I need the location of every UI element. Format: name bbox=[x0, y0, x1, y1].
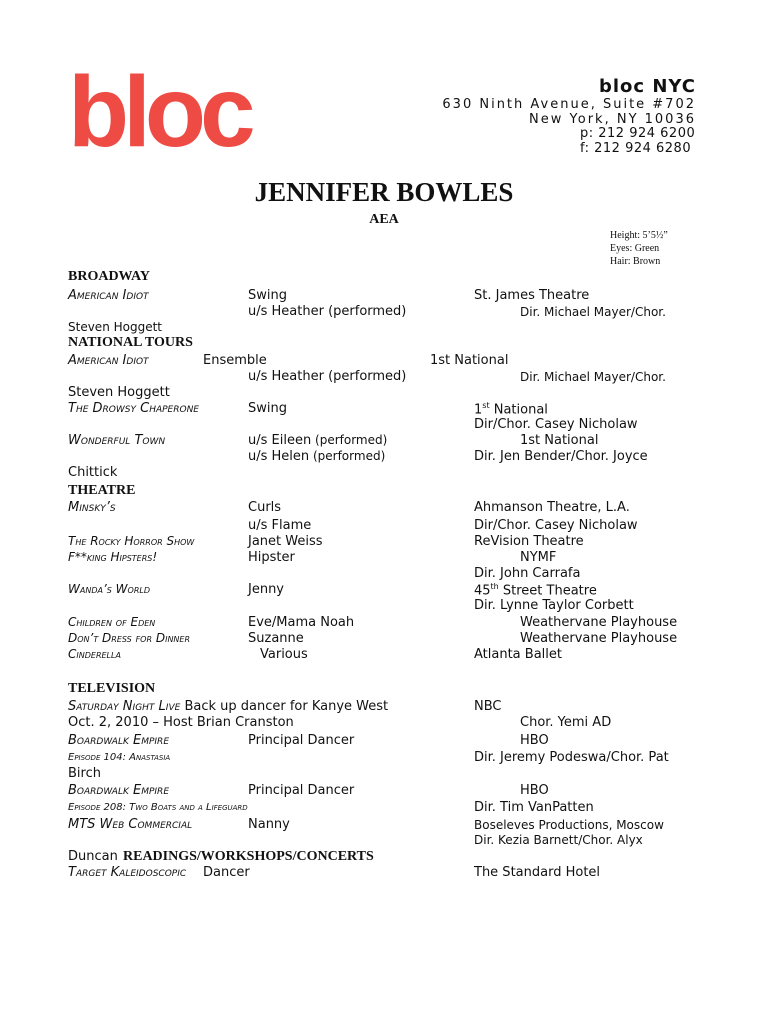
credit-role: Principal Dancer bbox=[248, 783, 355, 798]
section-heading-theatre: THEATRE bbox=[68, 483, 136, 498]
credit-venue: The Standard Hotel bbox=[474, 865, 601, 880]
agency-fax: f: 212 924 6280 bbox=[580, 141, 692, 156]
credit-venue: Weathervane Playhouse bbox=[520, 631, 678, 646]
credit-title: Minsky’s bbox=[68, 500, 116, 515]
agency-name: bloc NYC bbox=[598, 76, 696, 97]
credit-choreographer: Chittick bbox=[68, 465, 118, 480]
actor-height: Height: 5’5½” bbox=[610, 230, 668, 241]
credit-venue: 45th Street Theatre bbox=[474, 582, 597, 599]
credit-role: Janet Weiss bbox=[248, 534, 323, 549]
credit-venue: St. James Theatre bbox=[474, 288, 590, 303]
credit-role: u/s Heather (performed) bbox=[248, 369, 407, 384]
agency-logo: bloc bbox=[68, 56, 250, 168]
credit-director: Dir/Chor. Casey Nicholaw bbox=[474, 518, 638, 533]
credit-venue: HBO bbox=[520, 783, 549, 798]
credit-role: Hipster bbox=[248, 550, 295, 565]
credit-venue: 1st National bbox=[520, 433, 599, 448]
credit-role: Swing bbox=[248, 401, 287, 416]
credit-choreographer: Chor. Yemi AD bbox=[520, 715, 612, 730]
credit-director: Dir. John Carrafa bbox=[474, 566, 581, 581]
credit-title: American Idiot bbox=[68, 353, 149, 368]
credit-title: American Idiot bbox=[68, 288, 149, 303]
credit-director: Dir. Lynne Taylor Corbett bbox=[474, 598, 634, 613]
credit-note: Oct. 2, 2010 – Host Brian Cranston bbox=[68, 715, 294, 730]
section-heading-television: TELEVISION bbox=[68, 681, 156, 696]
credit-title: Boardwalk Empire bbox=[68, 733, 169, 748]
credit-venue: Ahmanson Theatre, L.A. bbox=[474, 500, 630, 515]
credit-role: Swing bbox=[248, 288, 287, 303]
credit-venue: 1st National bbox=[430, 353, 509, 368]
credit-choreographer: Duncan bbox=[68, 849, 118, 864]
credit-title: Cinderella bbox=[68, 647, 121, 661]
credit-venue: NYMF bbox=[520, 550, 557, 565]
credit-title: Don’t Dress for Dinner bbox=[68, 631, 191, 645]
credit-director: Dir. Michael Mayer/Chor. bbox=[520, 305, 666, 319]
credit-director: Dir. Michael Mayer/Chor. bbox=[520, 370, 666, 384]
credit-role: u/s Helen (performed) bbox=[248, 449, 386, 464]
agency-address-line1: 630 Ninth Avenue, Suite #702 bbox=[442, 97, 696, 112]
credit-title: The Drowsy Chaperone bbox=[68, 401, 199, 416]
credit-choreographer: Birch bbox=[68, 766, 101, 781]
agency-phone: p: 212 924 6200 bbox=[580, 126, 696, 141]
actor-hair: Hair: Brown bbox=[610, 256, 661, 267]
credit-director: Dir. Jen Bender/Chor. Joyce bbox=[474, 449, 648, 464]
credit-director: Dir. Jeremy Podeswa/Chor. Pat bbox=[474, 750, 669, 765]
credit-venue: Weathervane Playhouse bbox=[520, 615, 678, 630]
section-heading-tours: NATIONAL TOURS bbox=[68, 335, 193, 350]
credit-episode: Episode 104: Anastasia bbox=[68, 752, 171, 763]
credit-choreographer: Steven Hoggett bbox=[68, 320, 163, 334]
agency-address-line2: New York, NY 10036 bbox=[529, 112, 696, 127]
credit-role: Eve/Mama Noah bbox=[248, 615, 355, 630]
credit-title: Children of Eden bbox=[68, 615, 156, 629]
actor-name: JENNIFER BOWLES bbox=[254, 177, 514, 207]
credit-title: MTS Web Commercial bbox=[68, 817, 193, 832]
credit-role: Nanny bbox=[248, 817, 290, 832]
credit-director: Dir. Tim VanPatten bbox=[474, 800, 594, 815]
credit-role: Curls bbox=[248, 500, 282, 515]
credit-director: Dir. Kezia Barnett/Chor. Alyx bbox=[474, 833, 643, 847]
credit-venue: HBO bbox=[520, 733, 549, 748]
credit-role: u/s Eileen (performed) bbox=[248, 433, 388, 448]
credit-title: F**king Hipsters! bbox=[68, 550, 158, 564]
actor-union: AEA bbox=[369, 212, 399, 227]
credit-venue: NBC bbox=[474, 699, 502, 714]
credit-title-role: Saturday Night Live Back up dancer for Kanye West bbox=[68, 699, 389, 714]
credit-role: Ensemble bbox=[203, 353, 267, 368]
credit-episode: Episode 208: Two Boats and a Lifeguard bbox=[68, 802, 248, 813]
credit-title: Target Kaleidoscopic bbox=[68, 865, 187, 880]
credit-role: Suzanne bbox=[248, 631, 304, 646]
credit-title: Wanda’s World bbox=[68, 582, 150, 596]
credit-role: Jenny bbox=[248, 582, 285, 597]
credit-role: u/s Heather (performed) bbox=[248, 304, 407, 319]
credit-venue: ReVision Theatre bbox=[474, 534, 584, 549]
credit-title: Wonderful Town bbox=[68, 433, 166, 448]
actor-eyes: Eyes: Green bbox=[610, 243, 660, 254]
credit-venue: 1st National bbox=[474, 401, 548, 418]
credit-choreographer: Steven Hoggett bbox=[68, 385, 170, 400]
credit-title: The Rocky Horror Show bbox=[68, 534, 195, 548]
section-heading-broadway: BROADWAY bbox=[68, 269, 150, 284]
credit-director: Dir/Chor. Casey Nicholaw bbox=[474, 417, 638, 432]
credit-role: Various bbox=[260, 647, 308, 662]
credit-venue: Boseleves Productions, Moscow bbox=[474, 818, 664, 832]
credit-role: Principal Dancer bbox=[248, 733, 355, 748]
section-heading-readings: READINGS/WORKSHOPS/CONCERTS bbox=[123, 849, 374, 864]
credit-venue: Atlanta Ballet bbox=[474, 647, 562, 662]
credit-role: u/s Flame bbox=[248, 518, 312, 533]
credit-role: Dancer bbox=[203, 865, 250, 880]
credit-title: Boardwalk Empire bbox=[68, 783, 169, 798]
